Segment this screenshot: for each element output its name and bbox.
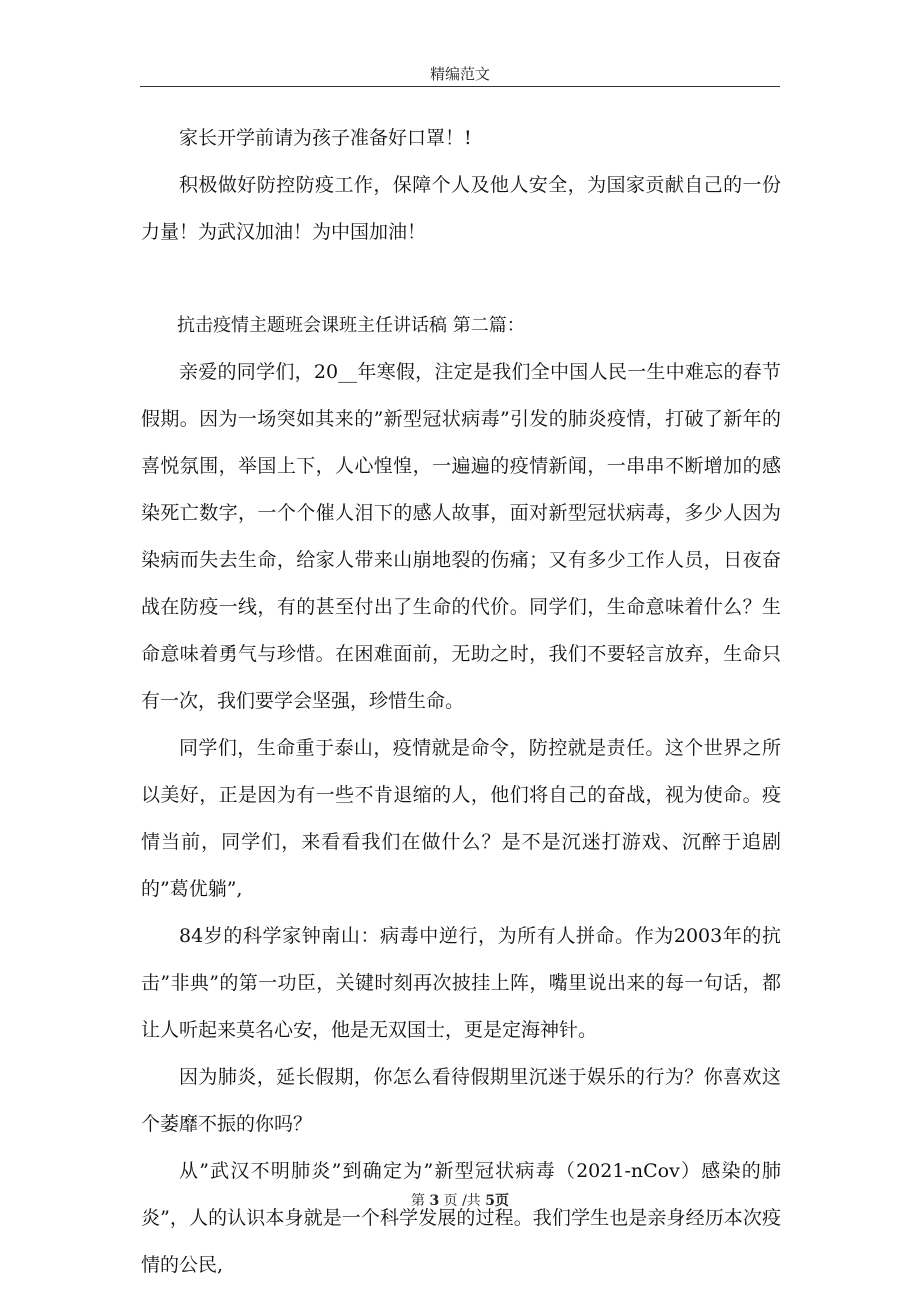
page-header: [140, 64, 780, 87]
page-footer: [0, 1190, 920, 1210]
footer-prefix: 第: [410, 1193, 425, 1209]
paragraph-question: 因为肺炎，延长假期，你怎么看待假期里沉迷于娱乐的行为？你喜欢这个萎靡不振的你吗？: [141, 1066, 781, 1135]
header-title: 精编范文: [429, 65, 490, 83]
footer-total-pages: 5: [485, 1193, 496, 1209]
section-heading: 抗击疫情主题班会课班主任讲话稿 第二篇：: [177, 315, 525, 336]
paragraph-science: 从”武汉不明肺炎”到确定为”新型冠状病毒（2021-nCov）感染的肺炎”，人的认识本身就是一个科学发展的过程。我们学生也是亲身经历本次疫情的公民,: [141, 1160, 781, 1276]
paragraph-mask-notice: 家长开学前请为孩子准备好口罩！!: [179, 127, 472, 149]
document-body: [141, 115, 781, 1289]
footer-mid: 页 /共: [443, 1193, 481, 1209]
footer-page-number: 3: [429, 1193, 440, 1209]
paragraph-greeting: 亲爱的同学们，20__年寒假，注定是我们全中国人民一生中难忘的春节假期。因为一场突如其来的”新型冠状病毒”引发的肺炎疫情，打破了新年的喜悦氛围，举国上下，人心惶惶，一遍遍的疫情新闻，一串串不断增加的感染死亡数字，一个个催人泪下的感人故事，面对新型冠状病毒，多少人因为染病而失去生命，给家人带来山崩地裂的伤痛；又有多少工作人员，日夜奋战在防疫一线，有的甚至付出了生命的代价。同学们，生命意味着什么？生命意味着勇气与珍惜。在困难面前，无助之时，我们不要轻言放弃，生命只有一次，我们要学会坚强，珍惜生命。: [141, 361, 781, 712]
footer-suffix: 页: [495, 1193, 510, 1209]
paragraph-responsibility: 同学们，生命重于泰山，疫情就是命令，防控就是责任。这个世界之所以美好，正是因为有一些不肯退缩的人，他们将自己的奋战，视为使命。疫情当前，同学们，来看看我们在做什么？是不是沉迷打游戏、沉醉于追剧的”葛优躺”,: [141, 737, 781, 900]
paragraph-prevention-call: 积极做好防控防疫工作，保障个人及他人安全，为国家贡献自己的一份力量！为武汉加油！为中国加油！: [141, 174, 781, 243]
paragraph-zhong-nanshan: 84岁的科学家钟南山：病毒中逆行，为所有人拼命。作为2003年的抗击”非典”的第一功臣，关键时刻再次披挂上阵，嘴里说出来的每一句话，都让人听起来莫名心安，他是无双国士，更是定海神针。: [141, 925, 781, 1041]
